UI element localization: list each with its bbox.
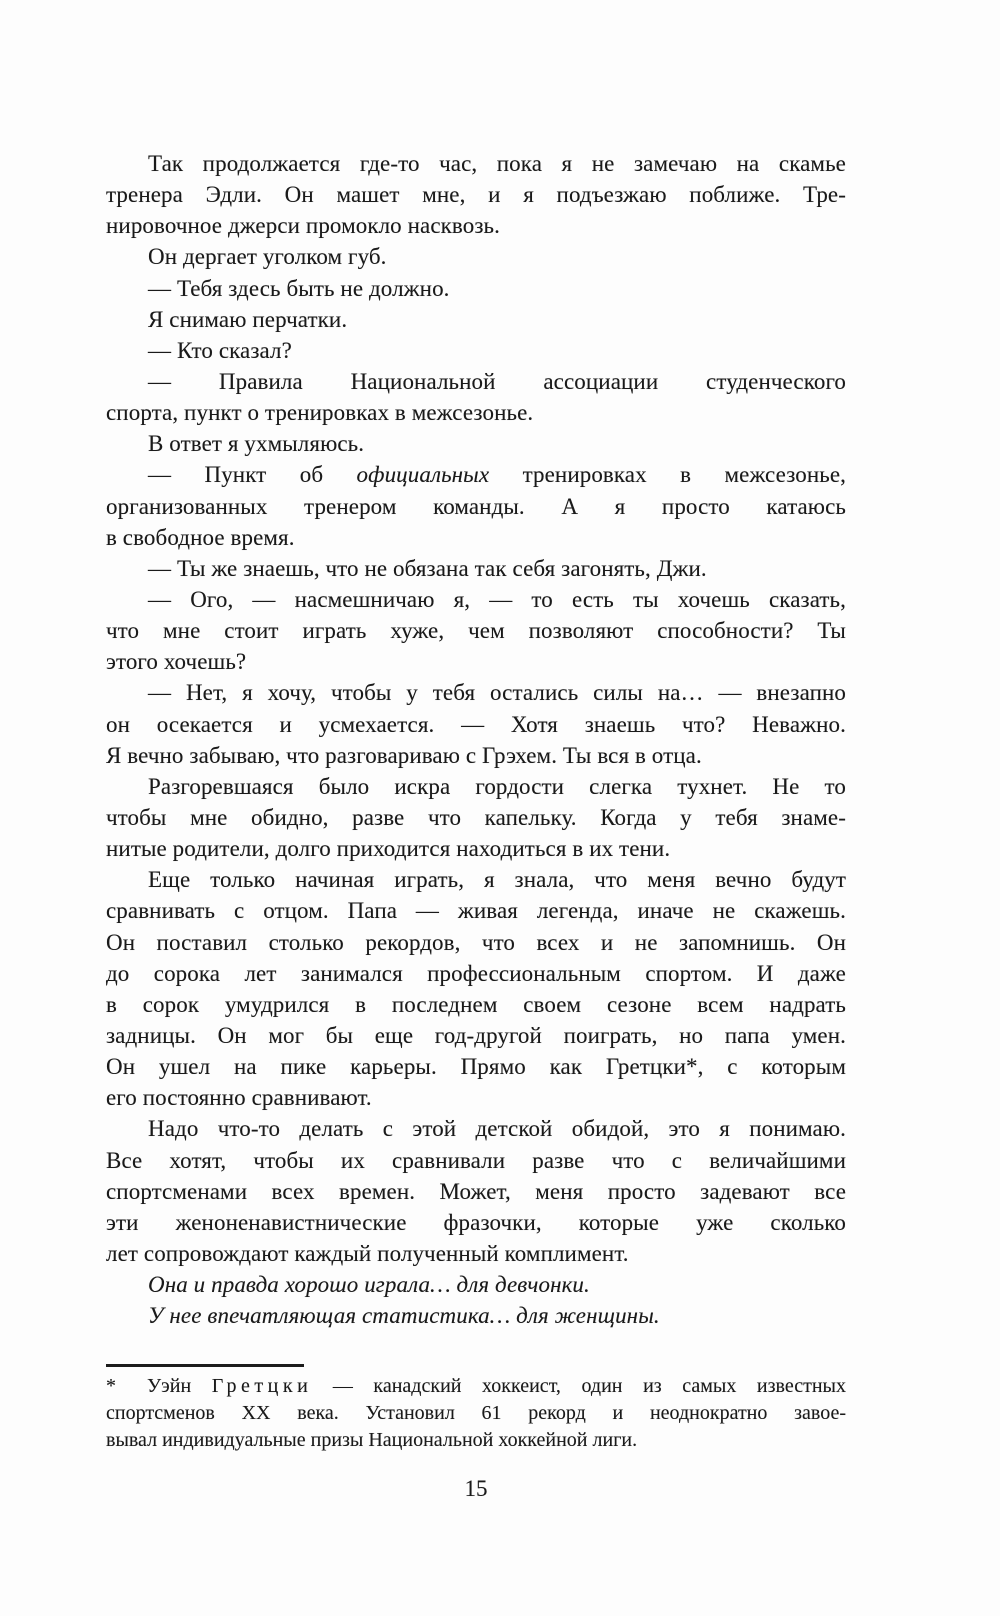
text-line: он осекается и усмехается. — Хотя знаешь что? Неважно.: [106, 711, 846, 737]
text-line: его постоянно сравнивают.: [106, 1085, 372, 1111]
text-line: — Кто сказал?: [148, 337, 292, 363]
text-line: — Пункт об официальных тренировках в межсезонье,: [148, 462, 846, 488]
text-line: Он ушел на пике карьеры. Прямо как Гретцки*, с которым: [106, 1054, 846, 1080]
text-line: задницы. Он мог бы еще год-другой поиграть, но папа умен.: [106, 1022, 846, 1048]
text-line: спортсменов XX века. Установил 61 рекорд и неоднократно завое-: [106, 1402, 846, 1424]
text-line: что мне стоит играть хуже, чем позволяют способности? Ты: [106, 618, 846, 644]
text-line: сравнивать с отцом. Папа — живая легенда, иначе не скажешь.: [106, 898, 846, 924]
text-line: Она и правда хорошо играла… для девчонки.: [148, 1272, 590, 1298]
text-line: до сорока лет занимался профессиональным спортом. И даже: [106, 960, 846, 986]
text-line: — Ты же знаешь, что не обязана так себя загонять, Джи.: [148, 555, 707, 581]
page-text: [106, 148, 846, 1331]
text-line: в свободное время.: [106, 524, 295, 550]
text-line: спортсменами всех времен. Может, меня просто задевают все: [106, 1178, 846, 1204]
text-line: вывал индивидуальные призы Национальной хоккейной лиги.: [106, 1429, 638, 1451]
text-line: Он дергает уголком губ.: [148, 244, 387, 270]
text-line: тренера Эдли. Он машет мне, и я подъезжаю поближе. Тре-: [106, 182, 846, 208]
footnote: [106, 1364, 846, 1454]
text-line: Я снимаю перчатки.: [148, 306, 348, 332]
text-line: в сорок умудрился в последнем своем сезоне всем надрать: [106, 991, 846, 1017]
text-line: Я вечно забываю, что разговариваю с Грэхем. Ты вся в отца.: [106, 742, 702, 768]
text-line: Еще только начиная играть, я знала, что меня вечно будут: [148, 867, 846, 893]
text-line: У нее впечатляющая статистика… для женщины.: [148, 1303, 660, 1329]
text-line: Так продолжается где-то час, пока я не замечаю на скамье: [148, 151, 846, 176]
text-line: — Ого, — насмешничаю я, — то есть ты хочешь сказать,: [148, 586, 846, 612]
text-line: * Уэйн Гретцки — канадский хоккеист, один из самых известных: [106, 1375, 846, 1397]
text-line: Все хотят, чтобы их сравнивали разве что с величайшими: [106, 1147, 846, 1173]
text-line: — Правила Национальной ассоциации студенческого: [148, 368, 846, 394]
footnote-divider: [106, 1364, 304, 1367]
text-line: Он поставил столько рекордов, что всех и не запомнишь. Он: [106, 929, 846, 955]
text-line: организованных тренером команды. А я просто катаюсь: [106, 493, 846, 519]
text-line: лет сопровождают каждый полученный комплимент.: [106, 1240, 629, 1266]
page-number: 15: [464, 1476, 488, 1501]
text-line: нитые родители, долго приходится находиться в их тени.: [106, 836, 671, 862]
footnote-text: [106, 1373, 846, 1454]
text-line: — Нет, я хочу, чтобы у тебя остались силы на… — внезапно: [148, 680, 846, 706]
text-line: Надо что-то делать с этой детской обидой, это я понимаю.: [148, 1116, 846, 1142]
text-line: спорта, пункт о тренировках в межсезонье.: [106, 400, 534, 426]
text-line: нировочное джерси промокло насквозь.: [106, 213, 500, 239]
text-line: эти женоненавистнические фразочки, которые уже сколько: [106, 1209, 846, 1235]
text-line: В ответ я ухмыляюсь.: [148, 431, 365, 457]
text-line: чтобы мне обидно, разве что капельку. Когда у тебя знаме-: [106, 804, 846, 830]
text-line: этого хочешь?: [106, 649, 247, 675]
text-line: Разгоревшаяся было искра гордости слегка тухнет. Не то: [148, 773, 846, 799]
text-line: — Тебя здесь быть не должно.: [148, 275, 450, 301]
